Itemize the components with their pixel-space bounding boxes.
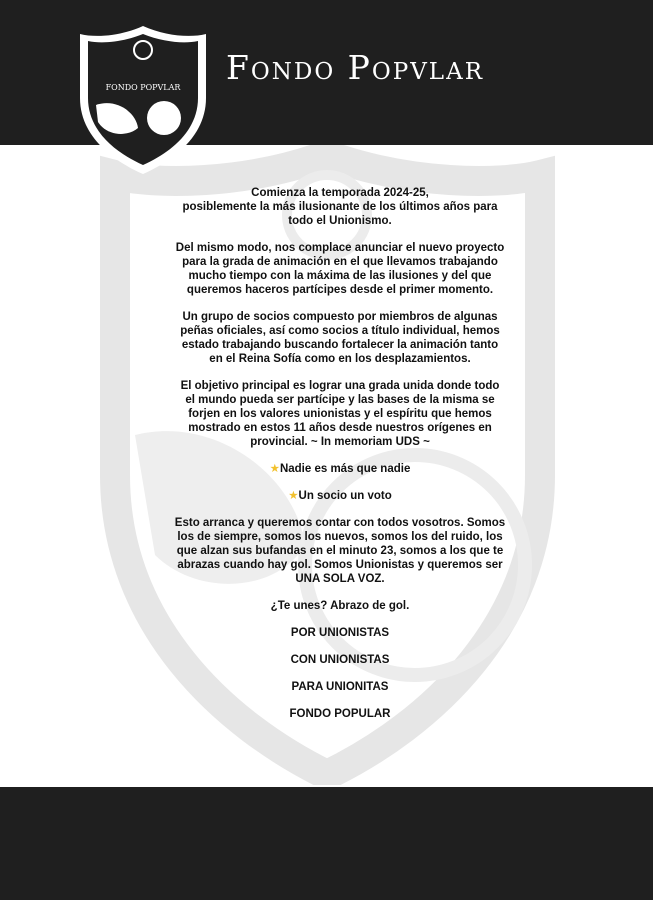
announcement-text <box>150 186 530 734</box>
slogan: PARA UNIONITAS <box>291 681 389 693</box>
slogan: POR UNIONISTAS <box>290 627 390 639</box>
question: ¿Te unes? Abrazo de gol. <box>270 600 410 612</box>
star-item-label: Nadie es más que nadie <box>279 463 411 475</box>
star-item <box>150 462 530 476</box>
closing-paragraph: Esto arranca y queremos contar con todos vosotros. Somos los de siempre, somos los nuevos, somos los del ruido, los que alzan sus bufandas en el minuto 23, somos a los que te abrazas cuando hay gol. Somos Unionistas y queremos ser UNA SOLA VOZ. <box>174 517 506 585</box>
star-item-label: Un socio un voto <box>298 490 392 502</box>
slogan: CON UNIONISTAS <box>290 654 390 666</box>
paragraph: Del mismo modo, nos complace anunciar el nuevo proyecto para la grada de animación en el que llevamos trabajando mucho tiempo con la máxima de las ilusiones y del que queremos haceros partícipes desde el primer momento. <box>175 242 505 296</box>
paragraph: El objetivo principal es lograr una grada unida donde todo el mundo pueda ser partícipe y las bases de la misma se forjen en los valores unionistas y el espíritu que hemos mostrado en estos 11 años desde nuestros orígenes en provincial. ~ In memoriam UDS ~ <box>180 380 500 448</box>
star-icon: ★ <box>269 463 280 475</box>
star-icon: ★ <box>288 490 299 502</box>
paragraph: Comienza la temporada 2024-25, posiblemente la más ilusionante de los últimos años para todo el Unionismo. <box>182 187 498 227</box>
slogan: FONDO POPULAR <box>289 708 391 720</box>
page-title: Fondo Popvlar <box>226 48 485 87</box>
svg-text:FONDO POPVLAR: FONDO POPVLAR <box>105 83 181 92</box>
fondo-popvlar-logo <box>76 20 210 178</box>
star-item <box>150 489 530 503</box>
paragraph: Un grupo de socios compuesto por miembros de algunas peñas oficiales, así como socios a título individual, hemos estado trabajando buscando fortalecer la animación tanto en el Reina Sofía como en los desplazamientos. <box>180 311 500 365</box>
footer-band <box>0 787 653 900</box>
